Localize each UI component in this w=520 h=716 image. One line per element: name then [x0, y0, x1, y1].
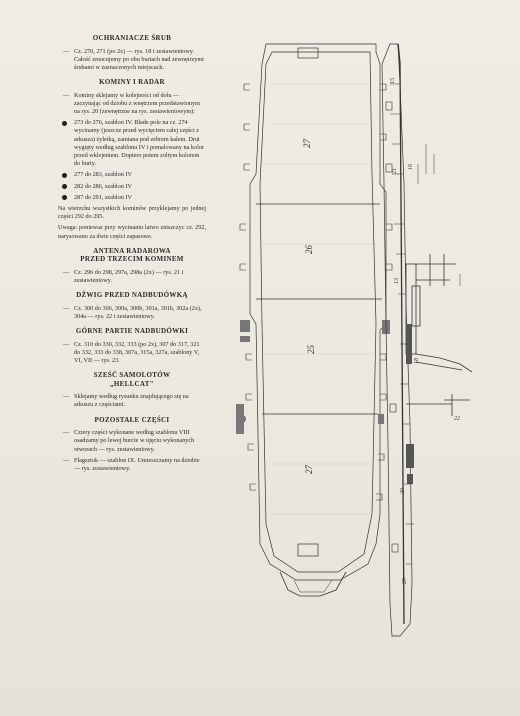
dash-item	[58, 341, 206, 366]
section-title-line: SZEŚĆ SAMOLOTÓW	[93, 371, 171, 380]
section-title	[58, 34, 206, 43]
dash-item	[58, 92, 206, 117]
section-title-line: ANTENA RADAROWA	[93, 246, 171, 255]
side-label-8: 20	[402, 578, 408, 584]
dash-item	[58, 393, 206, 409]
section-title	[58, 247, 206, 264]
item-text: Flagsztok — szablon IX. Umieszczamy na dziobie — rys. zestawieniowy.	[74, 456, 200, 472]
dash-item	[58, 305, 206, 321]
item-text: Cz. 300 do 306, 300a, 300b, 301a, 301b, 302a (2x), 304a — rys. 22 i zestawieniowy.	[74, 304, 202, 320]
paragraph: Na wierzchu wszystkich kominów przyklejamy po jednej części 292 do 295.	[58, 205, 206, 221]
bullet-dot-icon	[62, 195, 67, 200]
dash-marker-icon: —	[62, 340, 70, 348]
bullet-dot-icon	[62, 121, 67, 126]
deck-label-2: 26	[304, 245, 314, 254]
dash-marker-icon: —	[62, 268, 70, 276]
dash-item	[58, 429, 206, 454]
side-label-7: 20	[400, 488, 406, 494]
dash-marker-icon: —	[62, 91, 70, 99]
deck-label-4: 27	[304, 465, 314, 474]
item-text: Cz. 310 do 330, 332, 333 (po 2x), 307 do 317, 321 do 332, 333 do 338, 307a, 315a, 327a, szablony V, VI, VII — rys. 23.	[74, 340, 200, 365]
item-text: Cz. 270, 271 (po 2x) — rys. 18 i zestawieniowy. Całość zmocujemy po obu burtach nad zewnętrzymi śrubami w zaznaczonych miejscach.	[74, 47, 204, 71]
bullet-dot-icon	[62, 173, 67, 178]
item-text: 273 do 276, szablon IV. Blade pole na cz. 274 wycinamy (jeszcze przed wycięciem całej części z arkusza) żyletką, zamiana pod zebrem kalem. Drut wygięty według szablonu IV i pomalowany na kolor przed wklejeniem. Dopiero potem zoltym kolorem do burty.	[74, 119, 204, 168]
dash-item	[58, 457, 206, 473]
side-profile-view	[382, 44, 472, 636]
dash-marker-icon: —	[62, 393, 70, 401]
item-text: 282 do 286, szablon IV	[74, 182, 132, 190]
assembly-text-column	[58, 28, 206, 476]
carrier-drawing-svg	[200, 24, 500, 644]
deck-label-1: 27	[302, 139, 312, 148]
flight-deck-plan-view	[236, 44, 392, 596]
section-title	[58, 371, 206, 388]
side-label-6: 22	[454, 416, 460, 422]
section-title	[58, 78, 206, 87]
section-title	[58, 327, 206, 336]
bullet-item	[58, 183, 206, 191]
dash-marker-icon: —	[62, 47, 70, 55]
section-title-line: „HELLCAT"	[110, 379, 154, 388]
section-title-line: OCHRANIACZE ŚRUB	[92, 34, 172, 42]
item-text: 287 do 291, szablon IV	[74, 193, 132, 201]
section-title-line: PRZED TRZECIM KOMINEM	[80, 255, 184, 264]
dash-marker-icon: —	[62, 456, 70, 464]
section-title	[58, 291, 206, 300]
section-title-line: GÓRNE PARTIE NADBUDÓWKI	[75, 327, 189, 336]
side-label-2: 21	[392, 168, 398, 174]
side-label-3: 16	[408, 164, 414, 170]
dash-marker-icon: —	[62, 304, 70, 312]
side-label-4: 13	[394, 278, 400, 284]
item-text: 277 do 283, szablon IV	[74, 171, 132, 179]
item-text: Sklejamy według rysunku znajdującego się na arkuszu z częściami.	[74, 393, 189, 409]
dash-marker-icon: —	[62, 429, 70, 437]
section-title-line: KOMINY I RADAR	[99, 78, 165, 87]
dash-item	[58, 269, 206, 285]
side-label-5: 18	[414, 358, 420, 364]
bullet-item	[58, 194, 206, 202]
section-title	[58, 416, 206, 425]
dash-item	[58, 48, 206, 73]
paragraph: Uwaga: poniewaz przy wycinaniu latwo zniszczyc cz. 292, narysowano za dwie części zapasowe.	[58, 224, 206, 240]
carrier-plan-drawing	[200, 24, 500, 644]
bullet-dot-icon	[62, 184, 67, 189]
item-text: Kominy sklejamy w kolejności od dołu — zaczynając od dziobu z wnętrzem przedstawionym na rys. 20 (zewnętrzne na rys. zestawieniowym):	[74, 91, 200, 116]
bullet-item	[58, 119, 206, 168]
deck-label-3: 25	[306, 345, 316, 354]
item-text: Cztery części wykonane według szablonu VIII osadzamy po lewej burcie w ujęciu wykonanych otworach — rys. zestawieniowy.	[74, 429, 195, 453]
side-label-1: 15	[390, 78, 396, 84]
section-title-line: POZOSTAŁE CZĘŚCI	[94, 415, 170, 424]
bullet-item	[58, 171, 206, 179]
section-title-line: DŹWIG PRZED NADBUDÓWKĄ	[76, 291, 188, 300]
item-text: Cz. 296 do 298, 297a, 298a (2x) — rys. 21 i zestawieniowy.	[74, 268, 184, 285]
